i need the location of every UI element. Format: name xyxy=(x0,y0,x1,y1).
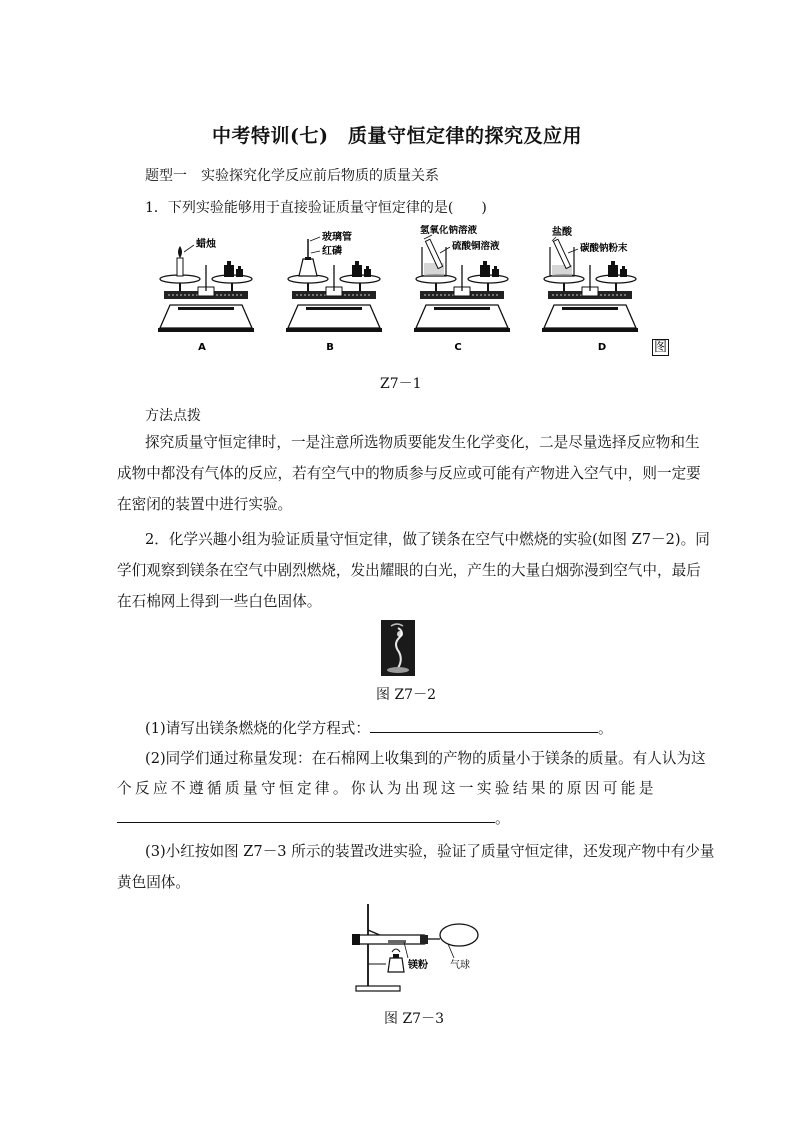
answer-blank-2[interactable] xyxy=(117,808,495,823)
figure-caption-z7-2: 图 Z7－2 xyxy=(376,687,436,703)
option-b-label: B xyxy=(326,342,334,353)
label-magnesium-powder: 镁粉 xyxy=(408,960,428,971)
figure-caption-z7-1: Z7－1 xyxy=(380,376,422,392)
sub-question-1-end: 。 xyxy=(598,720,613,737)
label-candle: 蜡烛 xyxy=(196,239,216,250)
label-na2co3: 碳酸钠粉末 xyxy=(580,243,628,254)
method-line-1: 探究质量守恒定律时，一是注意所选物质要能发生化学变化，二是尽量选择反应物和生 xyxy=(145,434,700,451)
sub-question-2-end: 。 xyxy=(495,810,510,827)
method-line-2: 成物中都没有气体的反应，若有空气中的物质参与反应或可能有产物进入空气中，则一定要 xyxy=(117,465,701,482)
question-2-line-1: 2．化学兴趣小组为验证质量守恒定律，做了镁条在空气中燃烧的实验(如图 Z7－2)。同 xyxy=(145,531,710,548)
figure-prefix-box: 图 xyxy=(654,340,668,355)
label-red-phosphorus: 红磷 xyxy=(322,246,342,257)
label-glass-tube: 玻璃管 xyxy=(322,232,352,243)
label-naoh: 氢氧化钠溶液 xyxy=(420,225,478,236)
page-title: 中考特训(七) 质量守恒定律的探究及应用 xyxy=(212,125,582,147)
option-a-label: A xyxy=(198,342,206,353)
sub-question-2-line-2: 个反应不遵循质量守恒定律。你认为出现这一实验结果的原因可能是 xyxy=(117,780,657,797)
option-c-label: C xyxy=(454,342,462,353)
label-cuso4: 硫酸铜溶液 xyxy=(452,241,500,252)
section-heading: 题型一 实验探究化学反应前后物质的质量关系 xyxy=(145,168,439,184)
figure-caption-z7-3: 图 Z7－3 xyxy=(384,1011,444,1027)
label-hcl: 盐酸 xyxy=(552,227,572,238)
method-heading: 方法点拨 xyxy=(145,408,201,424)
question-1-stem: 1．下列实验能够用于直接验证质量守恒定律的是( ) xyxy=(145,200,487,216)
balance-b xyxy=(286,230,382,332)
magnesium-burning-photo xyxy=(381,620,415,676)
balance-c xyxy=(414,225,510,332)
option-d-label: D xyxy=(597,342,607,353)
sub-question-1 xyxy=(145,713,613,744)
balance-d xyxy=(542,225,638,332)
sub-question-3-line-1: (3)小红按如图 Z7－3 所示的装置改进实验，验证了质量守恒定律，还发现产物中有少量 xyxy=(145,843,715,860)
sub-question-2-answer xyxy=(117,803,510,834)
apparatus-figure-z7-3 xyxy=(350,902,490,994)
method-line-3: 在密闭的装置中进行实验。 xyxy=(117,496,293,513)
answer-blank-1[interactable] xyxy=(370,718,598,733)
question-2-line-2: 学们观察到镁条在空气中剧烈燃烧，发出耀眼的白光，产生的大量白烟弥漫到空气中，最后 xyxy=(117,562,701,579)
question-2-line-3: 在石棉网上得到一些白色固体。 xyxy=(117,593,322,610)
balance-a xyxy=(158,237,254,332)
sub-question-2-line-1: (2)同学们通过称量发现：在石棉网上收集到的产物的质量小于镁条的质量。有人认为这 xyxy=(145,750,706,767)
sub-question-1-text: (1)请写出镁条燃烧的化学方程式： xyxy=(145,720,370,737)
sub-question-3-line-2: 黄色固体。 xyxy=(117,874,190,891)
label-balloon: 气球 xyxy=(450,960,470,971)
balance-figure-z7-1 xyxy=(140,225,680,355)
